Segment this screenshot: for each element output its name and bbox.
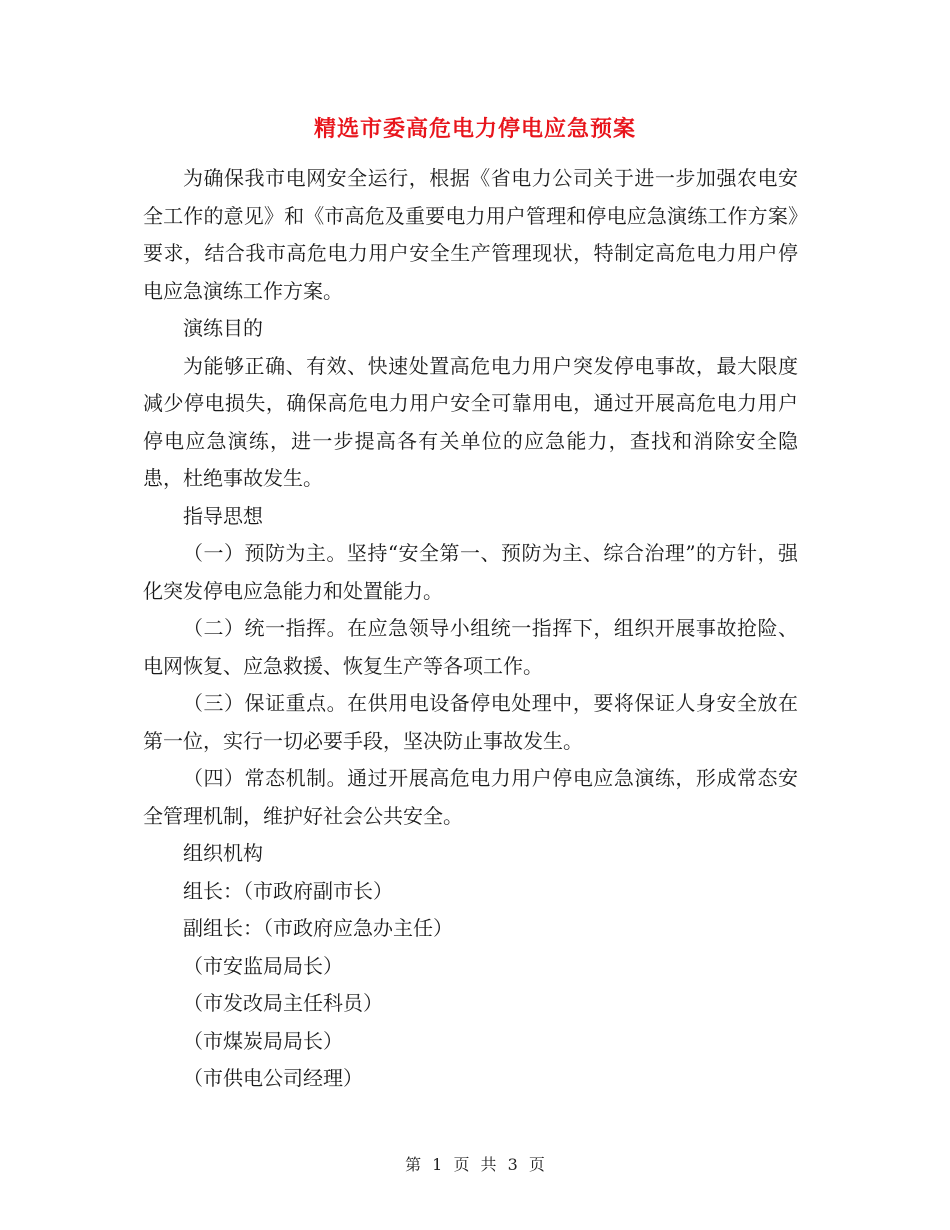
paragraph-drill-purpose: 为能够正确、有效、快速处置高危电力用户突发停电事故，最大限度减少停电损失，确保高危电力用户安全可靠用电，通过开展高危电力用户停电应急演练，进一步提高各有关单位的应急能力，查找和消除安全隐患，杜绝事故发生。 bbox=[143, 353, 798, 490]
org-member-safety-bureau: （市安监局局长） bbox=[183, 953, 343, 978]
heading-organization: 组织机构 bbox=[183, 841, 263, 865]
paragraph-intro: 为确保我市电网安全运行，根据《省电力公司关于进一步加强农电安全工作的意见》和《市高危及重要电力用户管理和停电应急演练工作方案》要求，结合我市高危电力用户安全生产管理现状，特制定高危电力用户停电应急演练工作方案。 bbox=[143, 166, 798, 303]
paragraph-principle-4: （四）常态机制。通过开展高危电力用户停电应急演练，形成常态安全管理机制，维护好社会公共安全。 bbox=[143, 766, 798, 828]
paragraph-principle-2: （二）统一指挥。在应急领导小组统一指挥下，组织开展事故抢险、电网恢复、应急救援、恢复生产等各项工作。 bbox=[143, 616, 798, 678]
org-member-coal-bureau: （市煤炭局局长） bbox=[183, 1028, 343, 1053]
document-body bbox=[143, 160, 798, 1098]
paragraph-principle-3: （三）保证重点。在供用电设备停电处理中，要将保证人身安全放在第一位，实行一切必要手段，坚决防止事故发生。 bbox=[143, 691, 798, 753]
org-member-leader: 组长：（市政府副市长） bbox=[183, 878, 393, 903]
document-title: 精选市委高危电力停电应急预案 bbox=[313, 116, 636, 142]
org-member-power-company: （市供电公司经理） bbox=[183, 1066, 363, 1090]
org-member-development-bureau: （市发改局主任科员） bbox=[183, 991, 383, 1015]
org-member-deputy-leader: 副组长：（市政府应急办主任） bbox=[183, 916, 453, 940]
heading-drill-purpose: 演练目的 bbox=[183, 316, 263, 340]
heading-guiding-principle: 指导思想 bbox=[183, 503, 263, 528]
paragraph-principle-1: （一）预防为主。坚持“安全第一、预防为主、综合治理”的方针，强化突发停电应急能力和处置能力。 bbox=[143, 541, 798, 603]
page-footer: 第 1 页 共 3 页 bbox=[405, 1155, 545, 1174]
